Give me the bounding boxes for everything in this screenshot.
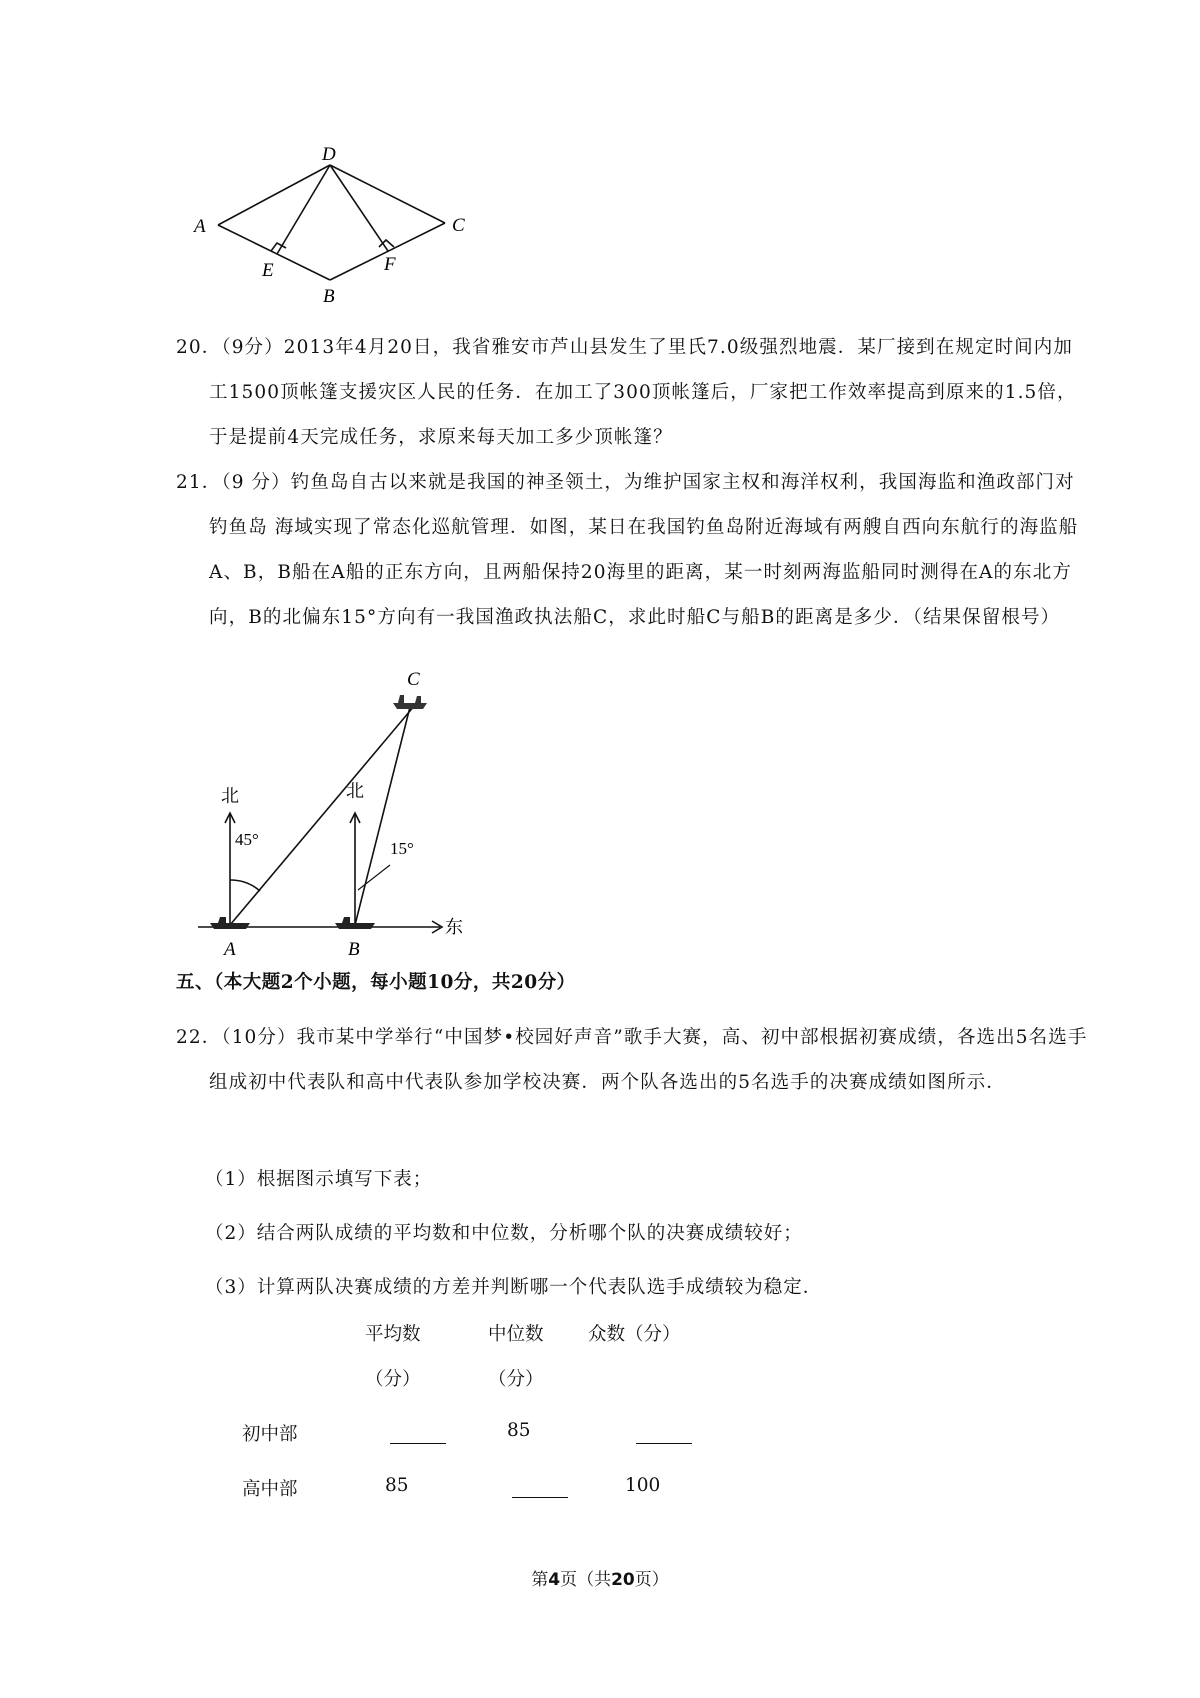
table-header-mean: 平均数 — [365, 1324, 421, 1345]
page-footer — [0, 1565, 1200, 1590]
section-heading: 五、（本大题2个小题，每小题10分，共20分） — [176, 972, 576, 993]
point-label-b: B — [323, 286, 335, 307]
junior-mean-blank[interactable] — [390, 1443, 446, 1444]
table-unit-mean: （分） — [365, 1369, 421, 1390]
question-21: 21．（9 分）钓鱼岛自古以来就是我国的神圣领土，为维护国家主权和海洋权利，我国海监和渔政部门对钓鱼岛 海域实现了常态化巡航管理．如图，某日在我国钓鱼岛附近海域有两艘自西向东航行的海监船A、B，B船在A船的正东方向，且两船保持20海里的距离，某一时刻两海监船同时测得在A的东北方向，B的北偏东15°方向有一我国渔政执法船C，求此时船C与船B的距离是多少．（结果保留根号） — [176, 472, 1079, 628]
question-22-part-3: （3）计算两队决赛成绩的方差并判断哪一个代表队选手成绩较为稳定． — [205, 1277, 823, 1298]
label-north-a: 北 — [221, 786, 239, 806]
table-row-label-junior: 初中部 — [242, 1424, 298, 1445]
point-label-c: C — [452, 215, 465, 236]
label-b: B — [348, 939, 360, 960]
table-header-mode: 众数（分） — [588, 1324, 681, 1345]
question-22-part-1: （1）根据图示填写下表； — [205, 1169, 433, 1190]
question-22-part-2: （2）结合两队成绩的平均数和中位数，分析哪个队的决赛成绩较好； — [205, 1223, 803, 1244]
table-unit-median: （分） — [488, 1369, 544, 1390]
footer-suffix: 页） — [634, 1570, 669, 1590]
label-north-b: 北 — [346, 781, 364, 801]
junior-median-value: 85 — [507, 1420, 531, 1441]
question-20: 20．（9分）2013年4月20日，我省雅安市芦山县发生了里氏7.0级强烈地震．某厂接到在规定时间内加工1500顶帐篷支援灾区人民的任务．在加工了300顶帐篷后，厂家把工作效率提高到原来的1.5倍，于是提前4天完成任务，求原来每天加工多少顶帐篷？ — [176, 337, 1077, 448]
label-east: 东 — [445, 917, 463, 937]
quadrilateral-figure — [180, 130, 500, 310]
ship-c-icon — [393, 695, 427, 709]
ship-navigation-figure — [190, 665, 520, 965]
label-angle-b: 15° — [390, 839, 414, 858]
label-angle-a: 45° — [235, 830, 259, 849]
label-c: C — [407, 669, 420, 690]
senior-median-blank[interactable] — [512, 1497, 568, 1498]
senior-mean-value: 85 — [385, 1475, 409, 1496]
table-header-median: 中位数 — [488, 1324, 544, 1345]
point-label-d: D — [322, 144, 336, 165]
table-row-label-senior: 高中部 — [242, 1479, 298, 1500]
footer-total-pages: 20 — [611, 1570, 635, 1590]
point-label-f: F — [384, 254, 396, 275]
footer-page-number: 4 — [548, 1570, 561, 1590]
junior-mode-blank[interactable] — [636, 1443, 692, 1444]
senior-mode-value: 100 — [625, 1475, 661, 1496]
footer-middle: 页（共 — [560, 1570, 612, 1590]
question-22: 22．（10分）我市某中学举行“中国梦•校园好声音”歌手大赛，高、初中部根据初赛成绩，各选出5名选手组成初中代表队和高中代表队参加学校决赛．两个队各选出的5名选手的决赛成绩如图所示． — [176, 1027, 1088, 1093]
label-a: A — [224, 939, 236, 960]
point-label-e: E — [262, 260, 274, 281]
footer-prefix: 第 — [531, 1570, 549, 1590]
point-label-a: A — [194, 216, 206, 237]
